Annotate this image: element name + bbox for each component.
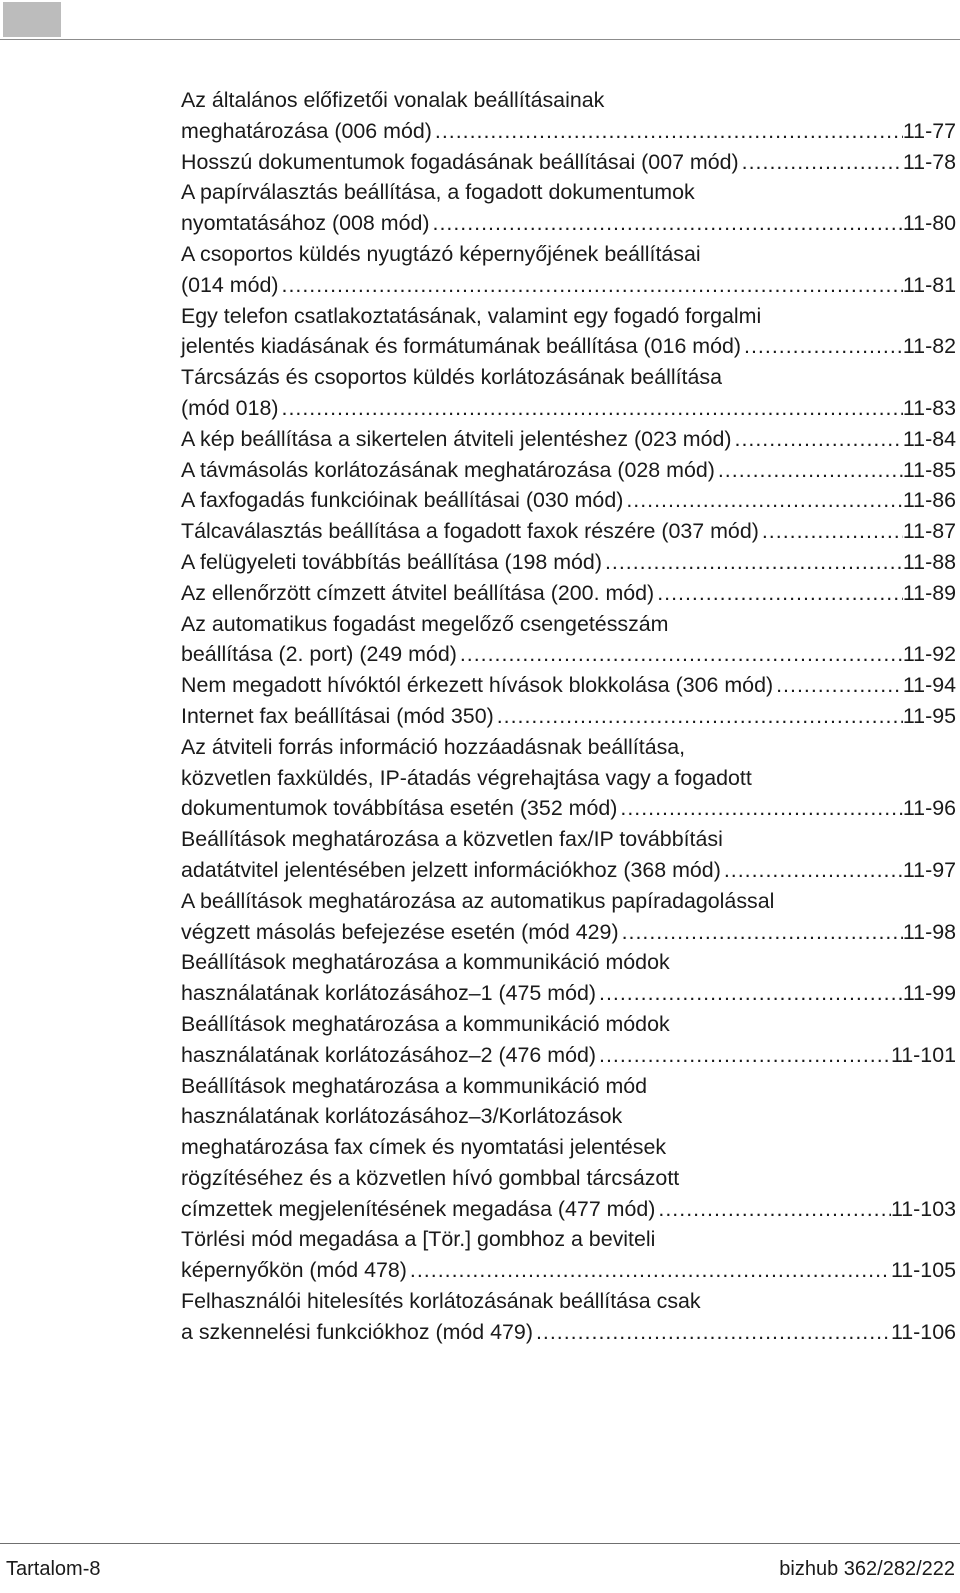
- toc-entry[interactable]: [181, 824, 956, 886]
- toc-entry-title-line: Tálcaválasztás beállítása a fogadott faxok részére (037 mód): [181, 519, 759, 544]
- toc-entry-last-line: [181, 855, 956, 886]
- toc-entry-title-line: közvetlen faxküldés, IP-átadás végrehajtása vagy a fogadott: [181, 765, 752, 790]
- dot-leader: [279, 393, 903, 424]
- dot-leader: [773, 670, 903, 701]
- toc-entry-last-line: [181, 917, 956, 948]
- toc-page-number[interactable]: 11-106: [890, 1319, 956, 1344]
- toc-entry[interactable]: [181, 239, 956, 301]
- toc-entry-title-line: Tárcsázás és csoportos küldés korlátozásának beállítása: [181, 365, 722, 390]
- toc-entry[interactable]: [181, 670, 956, 701]
- toc-entry[interactable]: [181, 177, 956, 239]
- toc-entry-title-line: Az átviteli forrás információ hozzáadásnak beállítása,: [181, 734, 686, 759]
- toc-page-number[interactable]: 11-82: [902, 334, 956, 359]
- toc-entry[interactable]: [181, 516, 956, 547]
- toc-page-number[interactable]: 11-87: [902, 519, 956, 544]
- toc-page-number[interactable]: 11-97: [902, 857, 956, 882]
- toc-entry-last-line: [181, 116, 956, 147]
- toc-entry-last-line: [181, 147, 956, 178]
- toc-entry-title-line: A beállítások meghatározása az automatikus papíradagolással: [181, 888, 775, 913]
- toc-page-number[interactable]: 11-80: [902, 211, 956, 236]
- toc-entry-last-line: [181, 978, 956, 1009]
- toc-page-number[interactable]: 11-89: [902, 580, 956, 605]
- toc-entry-title-line: Felhasználói hitelesítés korlátozásának beállítása csak: [181, 1289, 701, 1314]
- toc-entry[interactable]: [181, 455, 956, 486]
- dot-leader: [741, 331, 903, 362]
- toc-page-number[interactable]: 11-99: [902, 981, 956, 1006]
- toc-entry-title-line: A felügyeleti továbbítás beállítása (198 mód): [181, 549, 602, 574]
- toc-page-number[interactable]: 11-98: [902, 919, 956, 944]
- dot-leader: [432, 116, 903, 147]
- toc-entry-last-line: [181, 639, 956, 670]
- dot-leader: [457, 639, 903, 670]
- toc-entry-title-line: nyomtatásához (008 mód): [181, 211, 430, 236]
- dot-leader: [759, 516, 903, 547]
- toc-page-number[interactable]: 11-101: [890, 1042, 956, 1067]
- toc-entry[interactable]: [181, 701, 956, 732]
- toc-page-number[interactable]: 11-95: [902, 703, 956, 728]
- toc-entry[interactable]: [181, 547, 956, 578]
- toc-entry-title-line: Hosszú dokumentumok fogadásának beállításai (007 mód): [181, 149, 739, 174]
- toc-entry-title-line: A papírválasztás beállítása, a fogadott dokumentumok: [181, 180, 695, 205]
- dot-leader: [732, 424, 903, 455]
- toc-page-number[interactable]: 11-96: [902, 796, 956, 821]
- dot-leader: [596, 978, 903, 1009]
- toc-entry-title-line: Beállítások meghatározása a kommunikáció mód: [181, 1073, 648, 1098]
- toc-entry-last-line: [181, 547, 956, 578]
- toc-page-number[interactable]: 11-88: [902, 549, 956, 574]
- toc-entry-title-line: Beállítások meghatározása a kommunikáció módok: [181, 950, 670, 975]
- toc-entry-title-line: A faxfogadás funkcióinak beállításai (030 mód): [181, 488, 624, 513]
- footer-product-name: bizhub 362/282/222: [779, 1558, 955, 1580]
- top-divider: [0, 39, 960, 40]
- toc-entry-title-line: meghatározása fax címek és nyomtatási jelentések: [181, 1135, 667, 1160]
- toc-entry-last-line: [181, 701, 956, 732]
- toc-entry[interactable]: [181, 578, 956, 609]
- toc-entry-title-line: Az általános előfizetői vonalak beállításainak: [181, 88, 605, 112]
- dot-leader: [279, 270, 903, 301]
- toc-entry-title-line: jelentés kiadásának és formátumának beállítása (016 mód): [181, 334, 742, 359]
- toc-page-number[interactable]: 11-85: [902, 457, 956, 482]
- dot-leader: [655, 1194, 891, 1225]
- toc-entry-title-line: A kép beállítása a sikertelen átviteli jelentéshez (023 mód): [181, 426, 732, 451]
- toc-page-number[interactable]: 11-92: [902, 642, 956, 667]
- toc-entry-last-line: [181, 516, 956, 547]
- toc-entry-title-line: képernyőkön (mód 478): [181, 1258, 407, 1283]
- toc-entry-last-line: [181, 331, 956, 362]
- toc-entry[interactable]: [181, 947, 956, 1009]
- toc-page-number[interactable]: 11-103: [890, 1196, 956, 1221]
- toc-entry-title-line: Törlési mód megadása a [Tör.] gombhoz a beviteli: [181, 1227, 656, 1252]
- dot-leader: [494, 701, 903, 732]
- toc-entry[interactable]: [181, 147, 956, 178]
- toc-entry-last-line: [181, 1317, 956, 1348]
- toc-entry-last-line: [181, 1255, 956, 1286]
- dot-leader: [533, 1317, 891, 1348]
- toc-entry[interactable]: [181, 732, 956, 824]
- toc-entry[interactable]: [181, 301, 956, 363]
- toc-entry-title-line: meghatározása (006 mód): [181, 118, 432, 143]
- dot-leader: [619, 917, 903, 948]
- dot-leader: [617, 793, 902, 824]
- toc-entry-title-line: címzettek megjelenítésének megadása (477 mód): [181, 1196, 656, 1221]
- toc-page-number[interactable]: 11-83: [902, 395, 956, 420]
- dot-leader: [623, 485, 903, 516]
- toc-entry-title-line: Az ellenőrzött címzett átvitel beállítása (200. mód): [181, 580, 655, 605]
- toc-entry-title-line: végzett másolás befejezése esetén (mód 429): [181, 919, 619, 944]
- toc-entry[interactable]: [181, 1224, 956, 1286]
- toc-entry-title-line: A csoportos küldés nyugtázó képernyőjének beállításai: [181, 241, 701, 266]
- toc-entry-title-line: (014 mód): [181, 272, 279, 297]
- toc-page-number[interactable]: 11-94: [902, 673, 956, 698]
- toc-entry[interactable]: [181, 424, 956, 455]
- toc-entry-last-line: [181, 455, 956, 486]
- toc-entry-last-line: [181, 1040, 956, 1071]
- toc-page-number[interactable]: 11-78: [902, 149, 956, 174]
- dot-leader: [602, 547, 903, 578]
- toc-entry[interactable]: [181, 886, 956, 948]
- dot-leader: [739, 147, 903, 178]
- toc-entry-title-line: Beállítások meghatározása a kommunikáció módok: [181, 1011, 670, 1036]
- corner-tab: [3, 2, 61, 37]
- bottom-divider: [0, 1543, 960, 1544]
- toc-entry-last-line: [181, 208, 956, 239]
- toc-entry-title-line: Beállítások meghatározása a közvetlen fax/IP továbbítási: [181, 827, 723, 852]
- toc-entry[interactable]: [181, 85, 956, 147]
- toc-entry-last-line: [181, 1194, 956, 1225]
- toc-entry[interactable]: [181, 362, 956, 424]
- toc-entry-title-line: a szkennelési funkciókhoz (mód 479): [181, 1319, 533, 1344]
- toc-entry[interactable]: [181, 1071, 956, 1225]
- dot-leader: [407, 1255, 891, 1286]
- toc-entry-title-line: használatának korlátozásához–1 (475 mód): [181, 981, 596, 1006]
- dot-leader: [715, 455, 903, 486]
- toc-entry-title-line: rögzítéséhez és a közvetlen hívó gombbal tárcsázott: [181, 1165, 680, 1190]
- toc-entry-title-line: használatának korlátozásához–3/Korlátozások: [181, 1104, 623, 1129]
- toc-entry-last-line: [181, 485, 956, 516]
- toc-entry-title-line: Egy telefon csatlakoztatásának, valamint egy fogadó forgalmi: [181, 303, 762, 328]
- footer-section-label: Tartalom-8: [6, 1558, 101, 1580]
- toc-page-number[interactable]: 11-81: [902, 272, 956, 297]
- toc-entry[interactable]: [181, 1009, 956, 1071]
- toc-page-number[interactable]: 11-105: [890, 1258, 956, 1283]
- toc-entry[interactable]: [181, 1286, 956, 1348]
- toc-entry-title-line: Nem megadott hívóktól érkezett hívások blokkolása (306 mód): [181, 673, 774, 698]
- toc-entry-title-line: használatának korlátozásához–2 (476 mód): [181, 1042, 596, 1067]
- dot-leader: [596, 1040, 891, 1071]
- dot-leader: [721, 855, 903, 886]
- toc-entry-title-line: dokumentumok továbbítása esetén (352 mód): [181, 796, 618, 821]
- toc-entry-title-line: Az automatikus fogadást megelőző csengetésszám: [181, 611, 669, 636]
- toc-page-number[interactable]: 11-77: [902, 118, 956, 143]
- dot-leader: [654, 578, 903, 609]
- toc-entry-last-line: [181, 270, 956, 301]
- toc-entry-title-line: (mód 018): [181, 395, 279, 420]
- toc-page-number[interactable]: 11-84: [902, 426, 956, 451]
- toc-page-number[interactable]: 11-86: [902, 488, 956, 513]
- toc-entry-title-line: A távmásolás korlátozásának meghatározása (028 mód): [181, 457, 715, 482]
- toc-entry-last-line: [181, 393, 956, 424]
- toc-entry-title-line: adatátvitel jelentésében jelzett információkhoz (368 mód): [181, 857, 721, 882]
- toc-entry-last-line: [181, 793, 956, 824]
- dot-leader: [430, 208, 903, 239]
- toc-entry-title-line: Internet fax beállításai (mód 350): [181, 703, 494, 728]
- toc-entry-last-line: [181, 424, 956, 455]
- toc-entry-last-line: [181, 578, 956, 609]
- toc-entry-last-line: [181, 670, 956, 701]
- table-of-contents: [181, 85, 956, 1348]
- toc-entry-title-line: beállítása (2. port) (249 mód): [181, 642, 457, 667]
- toc-entry[interactable]: [181, 609, 956, 671]
- toc-entry[interactable]: [181, 485, 956, 516]
